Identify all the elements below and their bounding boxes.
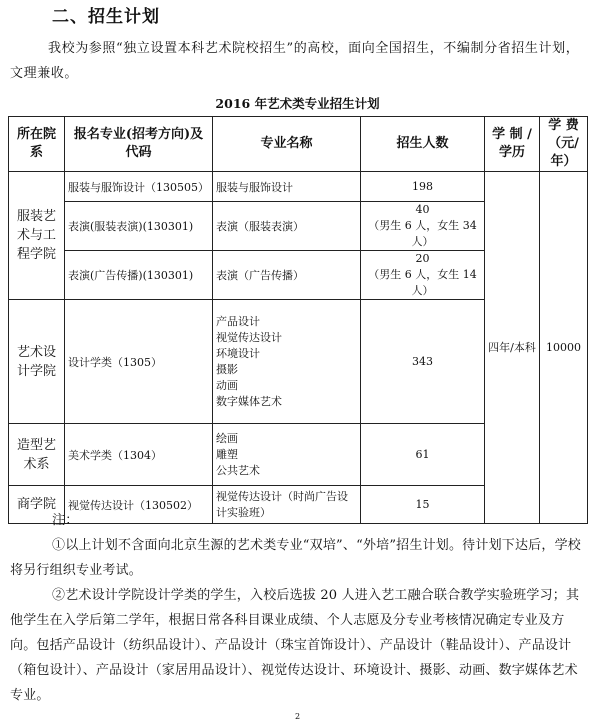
- header-edu: 学 制 / 学历: [485, 117, 540, 172]
- header-fee: 学 费（元/年）: [540, 117, 588, 172]
- major-name: 公共艺术: [216, 463, 260, 477]
- count-value: 40: [415, 203, 430, 216]
- code-cell: 美术学类（1304）: [65, 424, 213, 486]
- page-number: 2: [294, 712, 301, 721]
- major-name: 动画: [216, 378, 238, 392]
- dept-cell: 艺术设计学院: [9, 300, 65, 424]
- count-cell: [361, 300, 485, 424]
- major-name: 环境设计: [216, 346, 260, 360]
- code-cell: 服装与服饰设计（130505）: [65, 172, 213, 202]
- count-note: （男生 6 人，女生 14 人）: [368, 268, 477, 297]
- code-cell: 视觉传达设计（130502）: [65, 486, 213, 524]
- count-note: （男生 6 人，女生 34 人）: [368, 219, 477, 248]
- name-cell: [213, 202, 361, 251]
- header-code: 报名专业(招考方向)及代码: [65, 117, 213, 172]
- code-cell: 设计学类（1305）: [65, 300, 213, 424]
- section-heading: 二、招生计划: [52, 7, 160, 27]
- table-caption: 2016 年艺术类专业招生计划: [215, 96, 380, 111]
- header-count: 招生人数: [361, 117, 485, 172]
- code-cell: 表演(广告传播)(130301): [65, 251, 213, 300]
- note-item: ①以上计划不含面向北京生源的艺术类专业“双培”、“外培”招生计划。待计划下达后，学校将另行组织专业考试。: [10, 538, 581, 578]
- note-item: ②艺术设计学院设计学类的学生，入校后选拔 20 人进入艺工融合联合教学实验班学习；其他学生在入学后第二学年，根据日常各科目课业成绩、个人志愿及分专业考核情况确定专业及方向。包括产品设计（纺织品设计）、产品设计（珠宝首饰设计）、产品设计（鞋品设计）、产品设计（箱包设计）、产品设计（家居用品设计）、视觉传达设计、环境设计、摄影、动画、数字媒体艺术专业。: [10, 588, 580, 703]
- count-cell: [361, 202, 485, 251]
- notes-section: [10, 508, 585, 708]
- header-dept: 所在院系: [9, 117, 65, 172]
- count-value: 61: [415, 448, 430, 461]
- major-name: 雕塑: [216, 447, 238, 461]
- count-value: 20: [415, 252, 430, 265]
- dept-cell: 服装艺术与工程学院: [9, 172, 65, 300]
- count-cell: [361, 424, 485, 486]
- count-value: 343: [412, 355, 433, 368]
- count-cell: [361, 172, 485, 202]
- notes-label: 注：: [52, 513, 79, 528]
- code-cell: 表演(服装表演)(130301): [65, 202, 213, 251]
- major-name: 视觉传达设计（时尚广告设计实验班）: [216, 489, 348, 519]
- edu-cell: [485, 172, 540, 524]
- intro-paragraph: 我校为参照“独立设置本科艺术院校招生”的高校，面向全国招生，不编制分省招生计划，文理兼收。: [10, 41, 580, 81]
- dept-cell: 造型艺术系: [9, 424, 65, 486]
- name-cell: [213, 172, 361, 202]
- major-name: 视觉传达设计: [216, 330, 282, 344]
- fee-cell: 10000: [540, 172, 588, 524]
- major-name: 数字媒体艺术: [216, 394, 282, 408]
- dept-cell: 商学院: [9, 486, 65, 524]
- major-name: 服装与服饰设计: [216, 180, 293, 194]
- name-cell: [213, 251, 361, 300]
- major-name: 摄影: [216, 362, 238, 376]
- enrollment-plan-table: [8, 116, 588, 524]
- major-name: 产品设计: [216, 314, 260, 328]
- major-name: 表演（广告传播）: [216, 269, 304, 282]
- major-name: 表演（服装表演）: [216, 220, 304, 233]
- count-cell: [361, 251, 485, 300]
- table-row: [9, 172, 588, 202]
- table-header-row: [9, 117, 588, 172]
- name-cell: [213, 300, 361, 424]
- count-value: 198: [412, 180, 433, 193]
- count-value: 15: [415, 498, 430, 511]
- major-name: 绘画: [216, 431, 238, 445]
- header-name: 专业名称: [213, 117, 361, 172]
- edu-value: 四年/本科: [488, 341, 536, 354]
- name-cell: [213, 424, 361, 486]
